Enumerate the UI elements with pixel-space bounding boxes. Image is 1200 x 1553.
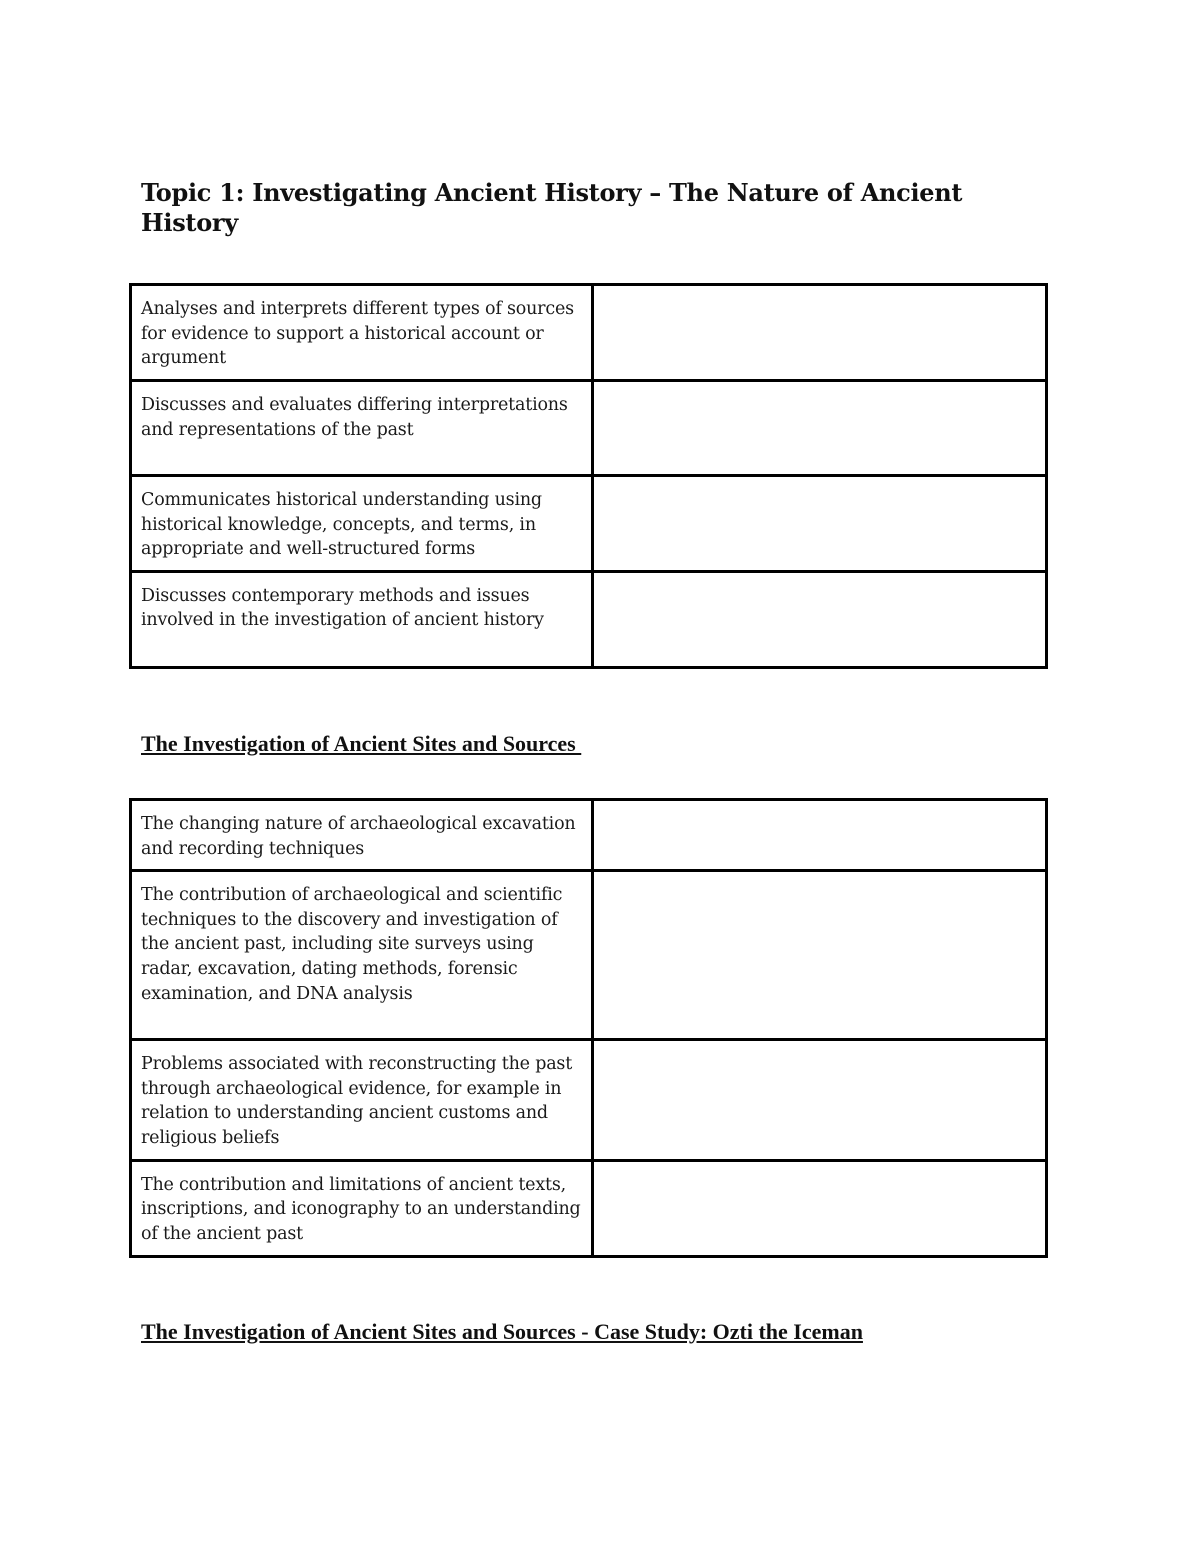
response-cell[interactable] xyxy=(593,285,1047,381)
table-row xyxy=(131,381,1047,476)
response-cell[interactable] xyxy=(593,1160,1047,1256)
table-row xyxy=(131,1160,1047,1256)
sites-sources-table xyxy=(129,798,1048,1258)
table-row xyxy=(131,571,1047,667)
response-cell[interactable] xyxy=(593,571,1047,667)
table-row xyxy=(131,1040,1047,1160)
table-row xyxy=(131,476,1047,572)
response-cell[interactable] xyxy=(593,381,1047,476)
outcome-description: The contribution of archaeological and scientific techniques to the discovery and investigation of the ancient past, including site surveys using radar, excavation, dating methods, forensic examination, and DNA analysis xyxy=(131,871,593,1040)
section-heading-sites-sources: The Investigation of Ancient Sites and Sources xyxy=(141,731,582,756)
page-title: Topic 1: Investigating Ancient History – The Nature of Ancient History xyxy=(141,178,963,237)
table-row xyxy=(131,285,1047,381)
outcome-description: Communicates historical understanding using historical knowledge, concepts, and terms, in appropriate and well-structured forms xyxy=(131,476,593,572)
section-heading-case-study: The Investigation of Ancient Sites and Sources - Case Study: Ozti the Iceman xyxy=(141,1319,863,1344)
response-cell[interactable] xyxy=(593,1040,1047,1160)
outcome-description: Problems associated with reconstructing the past through archaeological evidence, for example in relation to understanding ancient customs and religious beliefs xyxy=(131,1040,593,1160)
response-cell[interactable] xyxy=(593,476,1047,572)
outcome-description: The contribution and limitations of ancient texts, inscriptions, and iconography to an understanding of the ancient past xyxy=(131,1160,593,1256)
nature-of-history-table xyxy=(129,283,1048,669)
outcome-description: Discusses contemporary methods and issues involved in the investigation of ancient history xyxy=(131,571,593,667)
outcome-description: The changing nature of archaeological excavation and recording techniques xyxy=(131,800,593,871)
outcome-description: Analyses and interprets different types of sources for evidence to support a historical account or argument xyxy=(131,285,593,381)
response-cell[interactable] xyxy=(593,800,1047,871)
table-row xyxy=(131,871,1047,1040)
outcome-description: Discusses and evaluates differing interpretations and representations of the past xyxy=(131,381,593,476)
response-cell[interactable] xyxy=(593,871,1047,1040)
table-row xyxy=(131,800,1047,871)
